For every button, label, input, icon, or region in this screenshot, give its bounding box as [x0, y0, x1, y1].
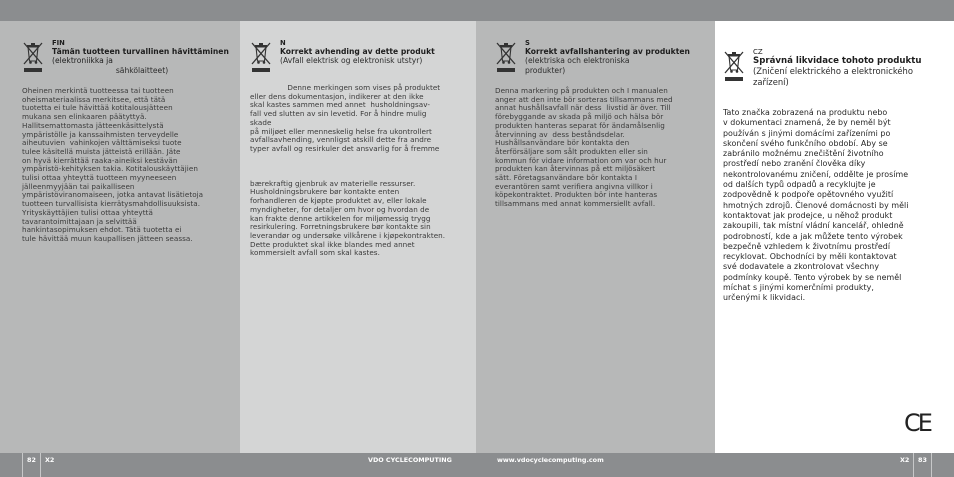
footer-divider	[40, 453, 41, 477]
website-url: www.vdocyclecomputing.com	[497, 456, 604, 464]
section-title: Korrekt avhending av dette produkt	[280, 47, 435, 56]
crossed-out-bin-icon	[250, 39, 272, 73]
section-body: Denne merkingen som vises på produktet eller dens dokumentasjon, indikerer at den ikke skal kastes sammen med annet husholdningsav- fall ved slutten av sin levetid. For å hindre mulig skade på miljøet eller menneskelig helse fra ukontrollert avfallsavhending, vennligst atskill dette fra andre typer avfall og resirkuler det ansvarlig for å fremme bærekraftig gjenbruk av materielle ressurser. Husholdningsbrukere bør kontakte enten forhandleren de kjøpte produktet av, eller lokale myndigheter, for detaljer om hvor og hvordan de kan frakte denne artikkelen for miljømessig trygg resirkulering. Forretningsbrukere bør kontakte sin leverandør og undersøke vilkårene i kjøpekontrakten. Dette produktet skal ikke blandes med annet kommersielt avfall som skal kastes.	[250, 83, 446, 258]
page-number-left: 82	[27, 456, 36, 464]
section-fin	[0, 21, 240, 453]
page-number-right: 83	[918, 456, 927, 464]
language-code: CZ	[753, 48, 763, 56]
section-header	[22, 39, 232, 75]
footer-bar	[0, 453, 954, 477]
section-subtitle: (elektriska och elektroniska produkter)	[525, 56, 630, 75]
section-header	[723, 48, 946, 92]
footer-divider	[931, 453, 932, 477]
language-code: N	[280, 39, 286, 47]
section-header	[250, 39, 468, 75]
section-body: Oheinen merkintä tuotteessa tai tuotteen oheismateriaalissa merkitsee, että tätä tuotetta ei tule hävittää kotitalousjätteen mukana sen elinkaaren päätyttyä. Hallitsemattomasta jätteenkäsittelystä ympäristölle ja kanssaihmisten terveydelle aiheutuvien vahinkojen välttämiseksi tuote tulee käsitellä muista jätteistä erillään. Jäte on hyvä kierrättää raaka-aineiksi kestävän ympäristö-kehityksen takia. Kotitalouskäyttäjien tulisi ottaa yhteyttä tuotteen myyneeseen jälleenmyyjään tai paikalliseen ympäristöviranomaiseen, jotka antavat lisätietoja tuotteen turvallisista kierrätysmahdollisuuksista. Yrityskäyttäjien tulisi ottaa yhteyttä tavarantoimittajaan ja selvittää hankintasopimuksen ehdot. Tätä tuotetta ei tule hävittää muun kaupallisen jätteen seassa.	[22, 86, 204, 243]
section-se	[476, 21, 715, 453]
section-subtitle: (Zničení elektrického a elektronického zařízení)	[753, 66, 913, 87]
ce-mark: CE	[904, 409, 930, 437]
section-subtitle: sähkölaitteet)	[115, 65, 169, 75]
section-body: Denna markering på produkten och I manualen anger att den inte bör sorteras tillsammans med annat hushållsavfall när dess livstid är över. Till förebyggande av skada på miljö och hälsa bör produkten hanteras separat för ändamålsenlig återvinning av dess beståndsdelar. Hushållsanvändare bör kontakta den återförsäljare som sålt produkten eller sin kommun för vidare information om var och hur produkten kan återvinnas på ett miljösäkert sätt. Företagsanvändare bör kontakta I everantören samt verifiera angivna villkor i köpekontraktet. Produkten bör inte hanteras tillsammans med annat kommersiellt avfall.	[495, 86, 673, 209]
language-code: S	[525, 39, 530, 47]
section-title: Tämän tuotteen turvallinen hävittäminen (elektroniikka ja	[52, 47, 229, 66]
crossed-out-bin-icon	[22, 39, 44, 73]
section-title: Korrekt avfallshantering av produkten	[525, 47, 690, 56]
top-bar	[0, 0, 954, 21]
brand-name: VDO CYCLECOMPUTING	[368, 456, 452, 464]
crossed-out-bin-icon	[723, 48, 745, 82]
model-label-right: X2	[900, 456, 910, 464]
model-label-left: X2	[45, 456, 55, 464]
crossed-out-bin-icon	[495, 39, 517, 73]
section-subtitle: (Avfall elektrisk og elektronisk utstyr)	[280, 56, 423, 66]
language-code: FIN	[52, 39, 65, 47]
footer-divider	[22, 453, 23, 477]
section-header	[495, 39, 707, 75]
section-title: Správná likvidace tohoto produktu	[753, 56, 922, 66]
section-cz	[715, 21, 954, 453]
section-body: Tato značka zobrazená na produktu nebo v dokumentaci znamená, že by neměl být používán s jinými domácími zařízeními po skončení svého funkčního období. Aby se zabránilo možnému znečištění životního prostředí nebo zranění člověka díky nekontrolovanému zničení, oddělte je prosíme od dalších typů odpadů a recyklujte je zodpovědně k podpoře opětovného využití hmotných zdrojů. Členové domácnosti by měli kontaktovat jak prodejce, u něhož produkt zakoupili, tak místní vládní kancelář, ohledně podrobností, kde a jak můžete tento výrobek bezpečně vzhledem k životnímu prostředí recyklovat. Obchodníci by měli kontaktovat své dodavatele a zkontrolovat všechny podmínky koupě. Tento výrobek by se neměl míchat s jinými komerčními produkty, určenými k likvidaci.	[723, 108, 909, 303]
section-no	[240, 21, 476, 453]
footer-divider	[913, 453, 914, 477]
